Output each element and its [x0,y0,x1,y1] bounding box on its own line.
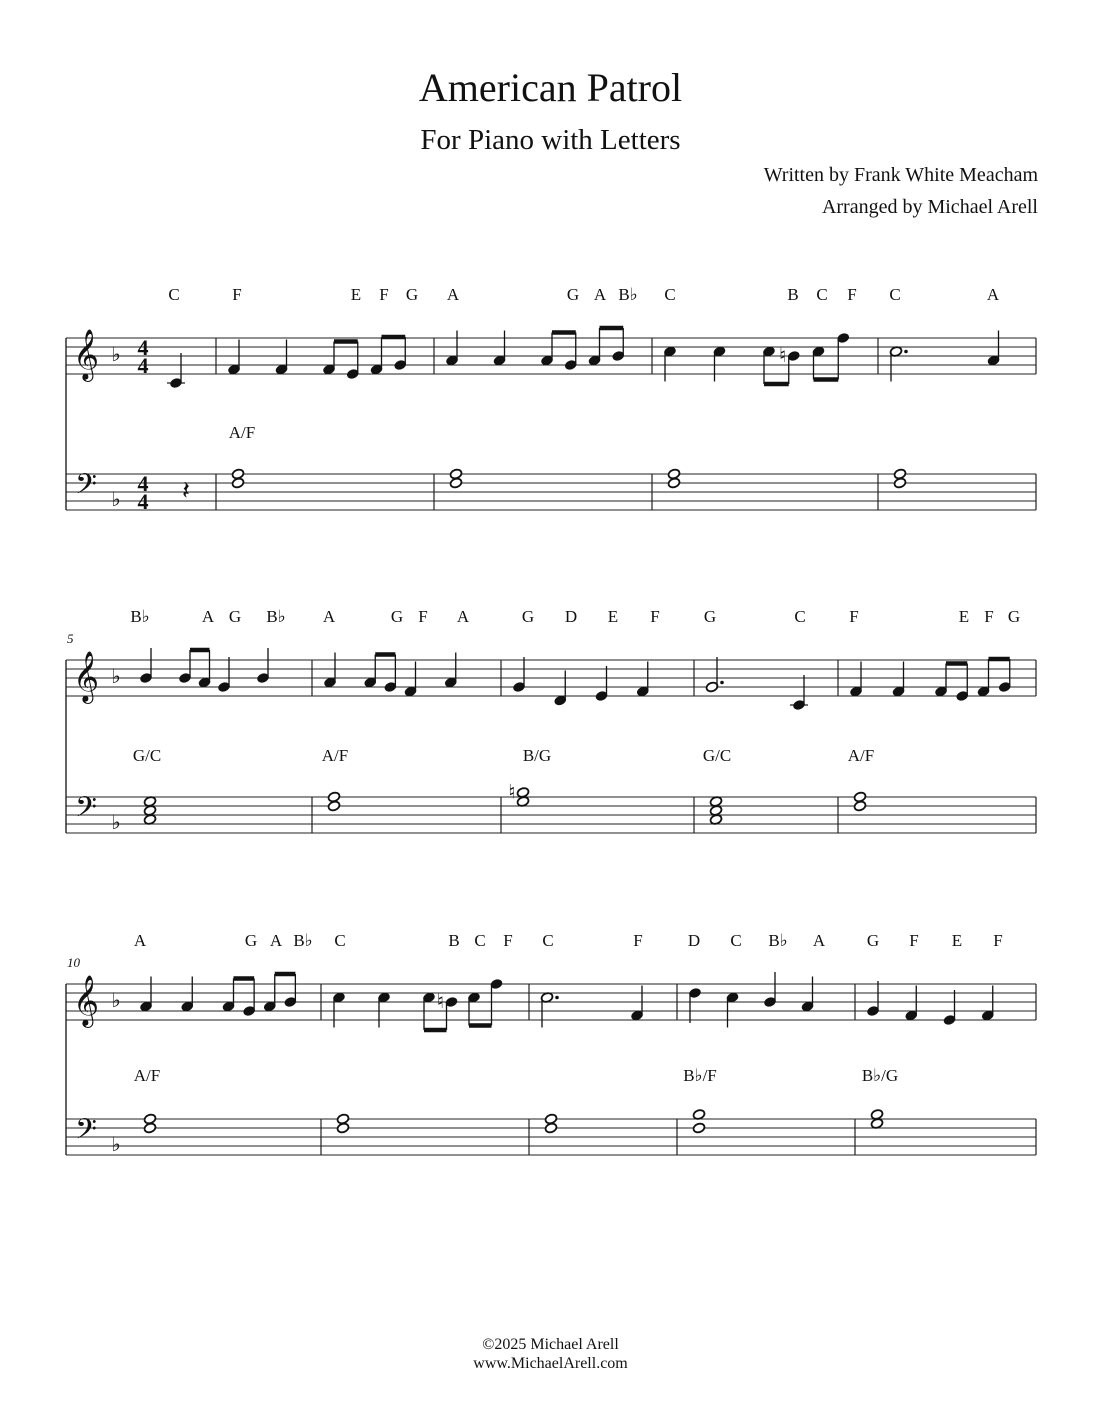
website-link[interactable]: www.MichaelArell.com [473,1355,628,1372]
chord-label: G/C [132,746,162,765]
treble-clef-icon: 𝄞 [72,330,100,379]
note-letter: F [984,607,994,626]
note-letter: C [794,607,806,626]
note-letter: F [379,285,389,304]
bass-whole-note [544,1113,557,1125]
time-signature-numerator: 4 [137,471,149,496]
note-letter: B♭ [768,931,788,950]
quarter-rest-icon: 𝄽 [182,476,190,505]
note-letter: G [244,931,258,950]
measure-number: 10 [67,955,80,970]
note-letter: A [446,285,460,304]
key-signature-flat-icon: ♭ [111,1134,121,1156]
bass-whole-note [853,791,866,803]
bass-whole-note [327,791,340,803]
score-subtitle: For Piano with Letters [420,124,681,156]
bass-clef-icon: 𝄢 [75,793,97,830]
bass-whole-note [231,468,244,480]
note-letter: A [322,607,336,626]
note-letter: D [564,607,578,626]
score-title: American Patrol [418,65,683,110]
chord-label: A/F [133,1066,161,1085]
note-letter: F [650,607,660,626]
time-signature-denominator: 4 [137,489,149,514]
dot [904,350,908,354]
copyright-notice: ©2025 Michael Arell [482,1336,619,1353]
key-signature-flat-icon: ♭ [111,990,121,1012]
note-letter: F [847,285,857,304]
note-letter: G [390,607,404,626]
note-letter: C [542,931,554,950]
natural-sign-icon: ♮ [508,781,516,804]
key-signature-flat-icon: ♭ [111,489,121,511]
note-letter: F [849,607,859,626]
note-letter: F [633,931,643,950]
note-letter: G [521,607,535,626]
note-letter: B [787,285,799,304]
treble-clef-icon: 𝄞 [72,976,100,1025]
chord-label: A/F [847,746,875,765]
note-letter: B [448,931,460,950]
chord-label: B♭/G [861,1066,899,1085]
key-signature-flat-icon: ♭ [111,344,121,366]
arranger-credit: Arranged by Michael Arell [821,196,1038,218]
note-letter: E [958,607,970,626]
note-letter: A [456,607,470,626]
note-letter: G [866,931,880,950]
bass-clef-icon: 𝄢 [75,1115,97,1152]
note-letter: G [1007,607,1021,626]
note-letter: E [607,607,619,626]
chord-label: B♭/F [683,1066,717,1085]
bass-whole-note [667,468,680,480]
note-letter: C [889,285,901,304]
note-letter: F [503,931,513,950]
time-signature-denominator: 4 [137,353,149,378]
note-letter: F [418,607,428,626]
bass-whole-note [449,468,462,480]
key-signature-flat-icon: ♭ [111,812,121,834]
note-letter: C [334,931,346,950]
measure-number: 5 [67,631,74,646]
composer-credit: Written by Frank White Meacham [763,164,1038,186]
note-letter: G [405,285,419,304]
note-letter: E [951,931,963,950]
key-signature-flat-icon: ♭ [111,666,121,688]
note-letter: C [664,285,676,304]
bass-clef-icon: 𝄢 [75,470,97,507]
note-letter: A [593,285,607,304]
note-letter: G [703,607,717,626]
bass-whole-note [692,1122,705,1134]
note-letter: B♭ [293,931,313,950]
dot [555,996,559,1000]
bass-whole-note [336,1113,349,1125]
note-letter: E [350,285,362,304]
note-letter: C [730,931,742,950]
note-letter: D [687,931,701,950]
note-letter: C [816,285,828,304]
note-letter: G [566,285,580,304]
note-letter: A [201,607,215,626]
note-letter: B♭ [130,607,150,626]
page-footer [0,1335,1101,1373]
natural-sign-icon: ♮ [436,991,445,1013]
treble-clef-icon: 𝄞 [72,652,100,701]
dot [720,681,724,685]
chord-label: A/F [228,423,256,442]
note-letter: B♭ [266,607,286,626]
note-letter: C [168,285,180,304]
bass-whole-note [893,468,906,480]
note-letter: B♭ [618,285,638,304]
note-letter: F [232,285,242,304]
chord-label: G/C [702,746,732,765]
bass-whole-note [143,1113,156,1125]
note-letter: A [812,931,826,950]
chord-label: A/F [321,746,349,765]
note-letter: A [269,931,283,950]
note-letter: G [228,607,242,626]
note-letter: F [909,931,919,950]
note-letter: A [133,931,147,950]
chord-label: B/G [522,746,552,765]
note-letter: C [474,931,486,950]
note-letter: F [993,931,1003,950]
note-letter: A [986,285,1000,304]
natural-sign-icon: ♮ [779,345,787,367]
time-signature-numerator: 4 [137,335,149,360]
